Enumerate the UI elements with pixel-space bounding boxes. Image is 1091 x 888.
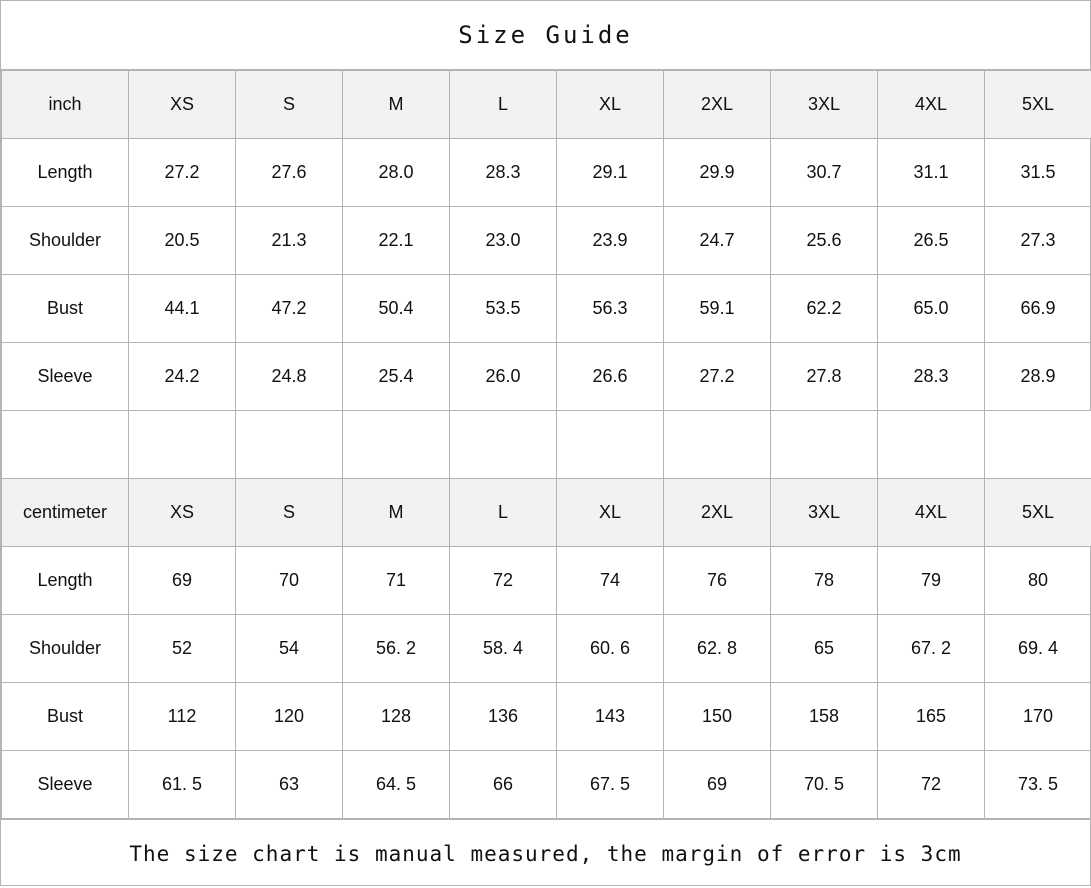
cm-size-header: XS	[129, 479, 236, 547]
cell: 69. 4	[985, 615, 1091, 683]
title-row	[1, 1, 1090, 70]
inch-size-header: M	[343, 71, 450, 139]
spacer-cell	[129, 411, 236, 479]
cm-size-header: M	[343, 479, 450, 547]
cell: 158	[771, 683, 878, 751]
spacer-cell	[343, 411, 450, 479]
cell: 64. 5	[343, 751, 450, 819]
cell: 61. 5	[129, 751, 236, 819]
cell: 150	[664, 683, 771, 751]
cell: 44.1	[129, 275, 236, 343]
cell: 24.7	[664, 207, 771, 275]
spacer-cell	[878, 411, 985, 479]
cell: 62. 8	[664, 615, 771, 683]
inch-size-header: 3XL	[771, 71, 878, 139]
table-row	[2, 139, 1091, 207]
cell: 56. 2	[343, 615, 450, 683]
cell: 28.3	[450, 139, 557, 207]
cell: 28.9	[985, 343, 1091, 411]
cell: 59.1	[664, 275, 771, 343]
table-row	[2, 751, 1091, 819]
cell: 66.9	[985, 275, 1091, 343]
cell: 31.5	[985, 139, 1091, 207]
table-row	[2, 547, 1091, 615]
inch-size-header: S	[236, 71, 343, 139]
cell: 71	[343, 547, 450, 615]
row-label: Shoulder	[2, 615, 129, 683]
cm-size-header: 3XL	[771, 479, 878, 547]
cell: 73. 5	[985, 751, 1091, 819]
cm-size-header: L	[450, 479, 557, 547]
cell: 69	[664, 751, 771, 819]
inch-header-row	[2, 71, 1091, 139]
cm-size-header: XL	[557, 479, 664, 547]
cell: 24.8	[236, 343, 343, 411]
cell: 31.1	[878, 139, 985, 207]
spacer-cell	[985, 411, 1091, 479]
cell: 27.8	[771, 343, 878, 411]
row-label: Bust	[2, 683, 129, 751]
cell: 143	[557, 683, 664, 751]
cell: 165	[878, 683, 985, 751]
inch-size-header: 2XL	[664, 71, 771, 139]
cell: 29.1	[557, 139, 664, 207]
row-label: Length	[2, 547, 129, 615]
cell: 128	[343, 683, 450, 751]
cell: 27.2	[129, 139, 236, 207]
cell: 76	[664, 547, 771, 615]
cell: 79	[878, 547, 985, 615]
cell: 24.2	[129, 343, 236, 411]
cell: 23.9	[557, 207, 664, 275]
cell: 29.9	[664, 139, 771, 207]
table-row	[2, 683, 1091, 751]
cell: 74	[557, 547, 664, 615]
cell: 120	[236, 683, 343, 751]
row-label: Sleeve	[2, 751, 129, 819]
cell: 52	[129, 615, 236, 683]
cell: 70	[236, 547, 343, 615]
spacer-cell	[771, 411, 878, 479]
cell: 26.6	[557, 343, 664, 411]
table-row	[2, 615, 1091, 683]
cell: 60. 6	[557, 615, 664, 683]
cell: 63	[236, 751, 343, 819]
cm-unit-label: centimeter	[2, 479, 129, 547]
cm-size-header: 4XL	[878, 479, 985, 547]
cm-size-header: S	[236, 479, 343, 547]
table-row	[2, 343, 1091, 411]
cell: 26.0	[450, 343, 557, 411]
cell: 136	[450, 683, 557, 751]
cell: 62.2	[771, 275, 878, 343]
cell: 66	[450, 751, 557, 819]
cm-size-header: 5XL	[985, 479, 1091, 547]
cell: 65.0	[878, 275, 985, 343]
spacer-cell	[664, 411, 771, 479]
spacer-cell	[2, 411, 129, 479]
row-label: Sleeve	[2, 343, 129, 411]
table-row	[2, 207, 1091, 275]
row-label: Shoulder	[2, 207, 129, 275]
inch-unit-label: inch	[2, 71, 129, 139]
spacer-row	[2, 411, 1091, 479]
cell: 26.5	[878, 207, 985, 275]
cell: 72	[450, 547, 557, 615]
spacer-cell	[450, 411, 557, 479]
cell: 170	[985, 683, 1091, 751]
spacer-cell	[557, 411, 664, 479]
row-label: Bust	[2, 275, 129, 343]
cell: 47.2	[236, 275, 343, 343]
cell: 56.3	[557, 275, 664, 343]
cm-size-header: 2XL	[664, 479, 771, 547]
cell: 67. 2	[878, 615, 985, 683]
cell: 25.6	[771, 207, 878, 275]
cell: 53.5	[450, 275, 557, 343]
inch-size-header: 4XL	[878, 71, 985, 139]
cell: 67. 5	[557, 751, 664, 819]
cell: 27.6	[236, 139, 343, 207]
disclaimer-row	[1, 819, 1090, 888]
cell: 28.0	[343, 139, 450, 207]
inch-size-header: XL	[557, 71, 664, 139]
cell: 23.0	[450, 207, 557, 275]
inch-size-table	[1, 70, 1091, 819]
inch-size-header: L	[450, 71, 557, 139]
inch-size-header: 5XL	[985, 71, 1091, 139]
cell: 21.3	[236, 207, 343, 275]
cell: 54	[236, 615, 343, 683]
spacer-cell	[236, 411, 343, 479]
row-label: Length	[2, 139, 129, 207]
cell: 69	[129, 547, 236, 615]
disclaimer-text: The size chart is manual measured, the margin of error is 3cm	[129, 842, 961, 866]
cell: 20.5	[129, 207, 236, 275]
cell: 112	[129, 683, 236, 751]
cell: 22.1	[343, 207, 450, 275]
cell: 80	[985, 547, 1091, 615]
cell: 28.3	[878, 343, 985, 411]
cm-header-row	[2, 479, 1091, 547]
cell: 50.4	[343, 275, 450, 343]
cell: 58. 4	[450, 615, 557, 683]
cell: 65	[771, 615, 878, 683]
cell: 27.2	[664, 343, 771, 411]
cell: 27.3	[985, 207, 1091, 275]
cell: 30.7	[771, 139, 878, 207]
cell: 70. 5	[771, 751, 878, 819]
inch-table-wrap	[1, 70, 1090, 819]
cell: 78	[771, 547, 878, 615]
cell: 72	[878, 751, 985, 819]
cell: 25.4	[343, 343, 450, 411]
inch-size-header: XS	[129, 71, 236, 139]
page-title: Size Guide	[458, 21, 633, 49]
table-row	[2, 275, 1091, 343]
